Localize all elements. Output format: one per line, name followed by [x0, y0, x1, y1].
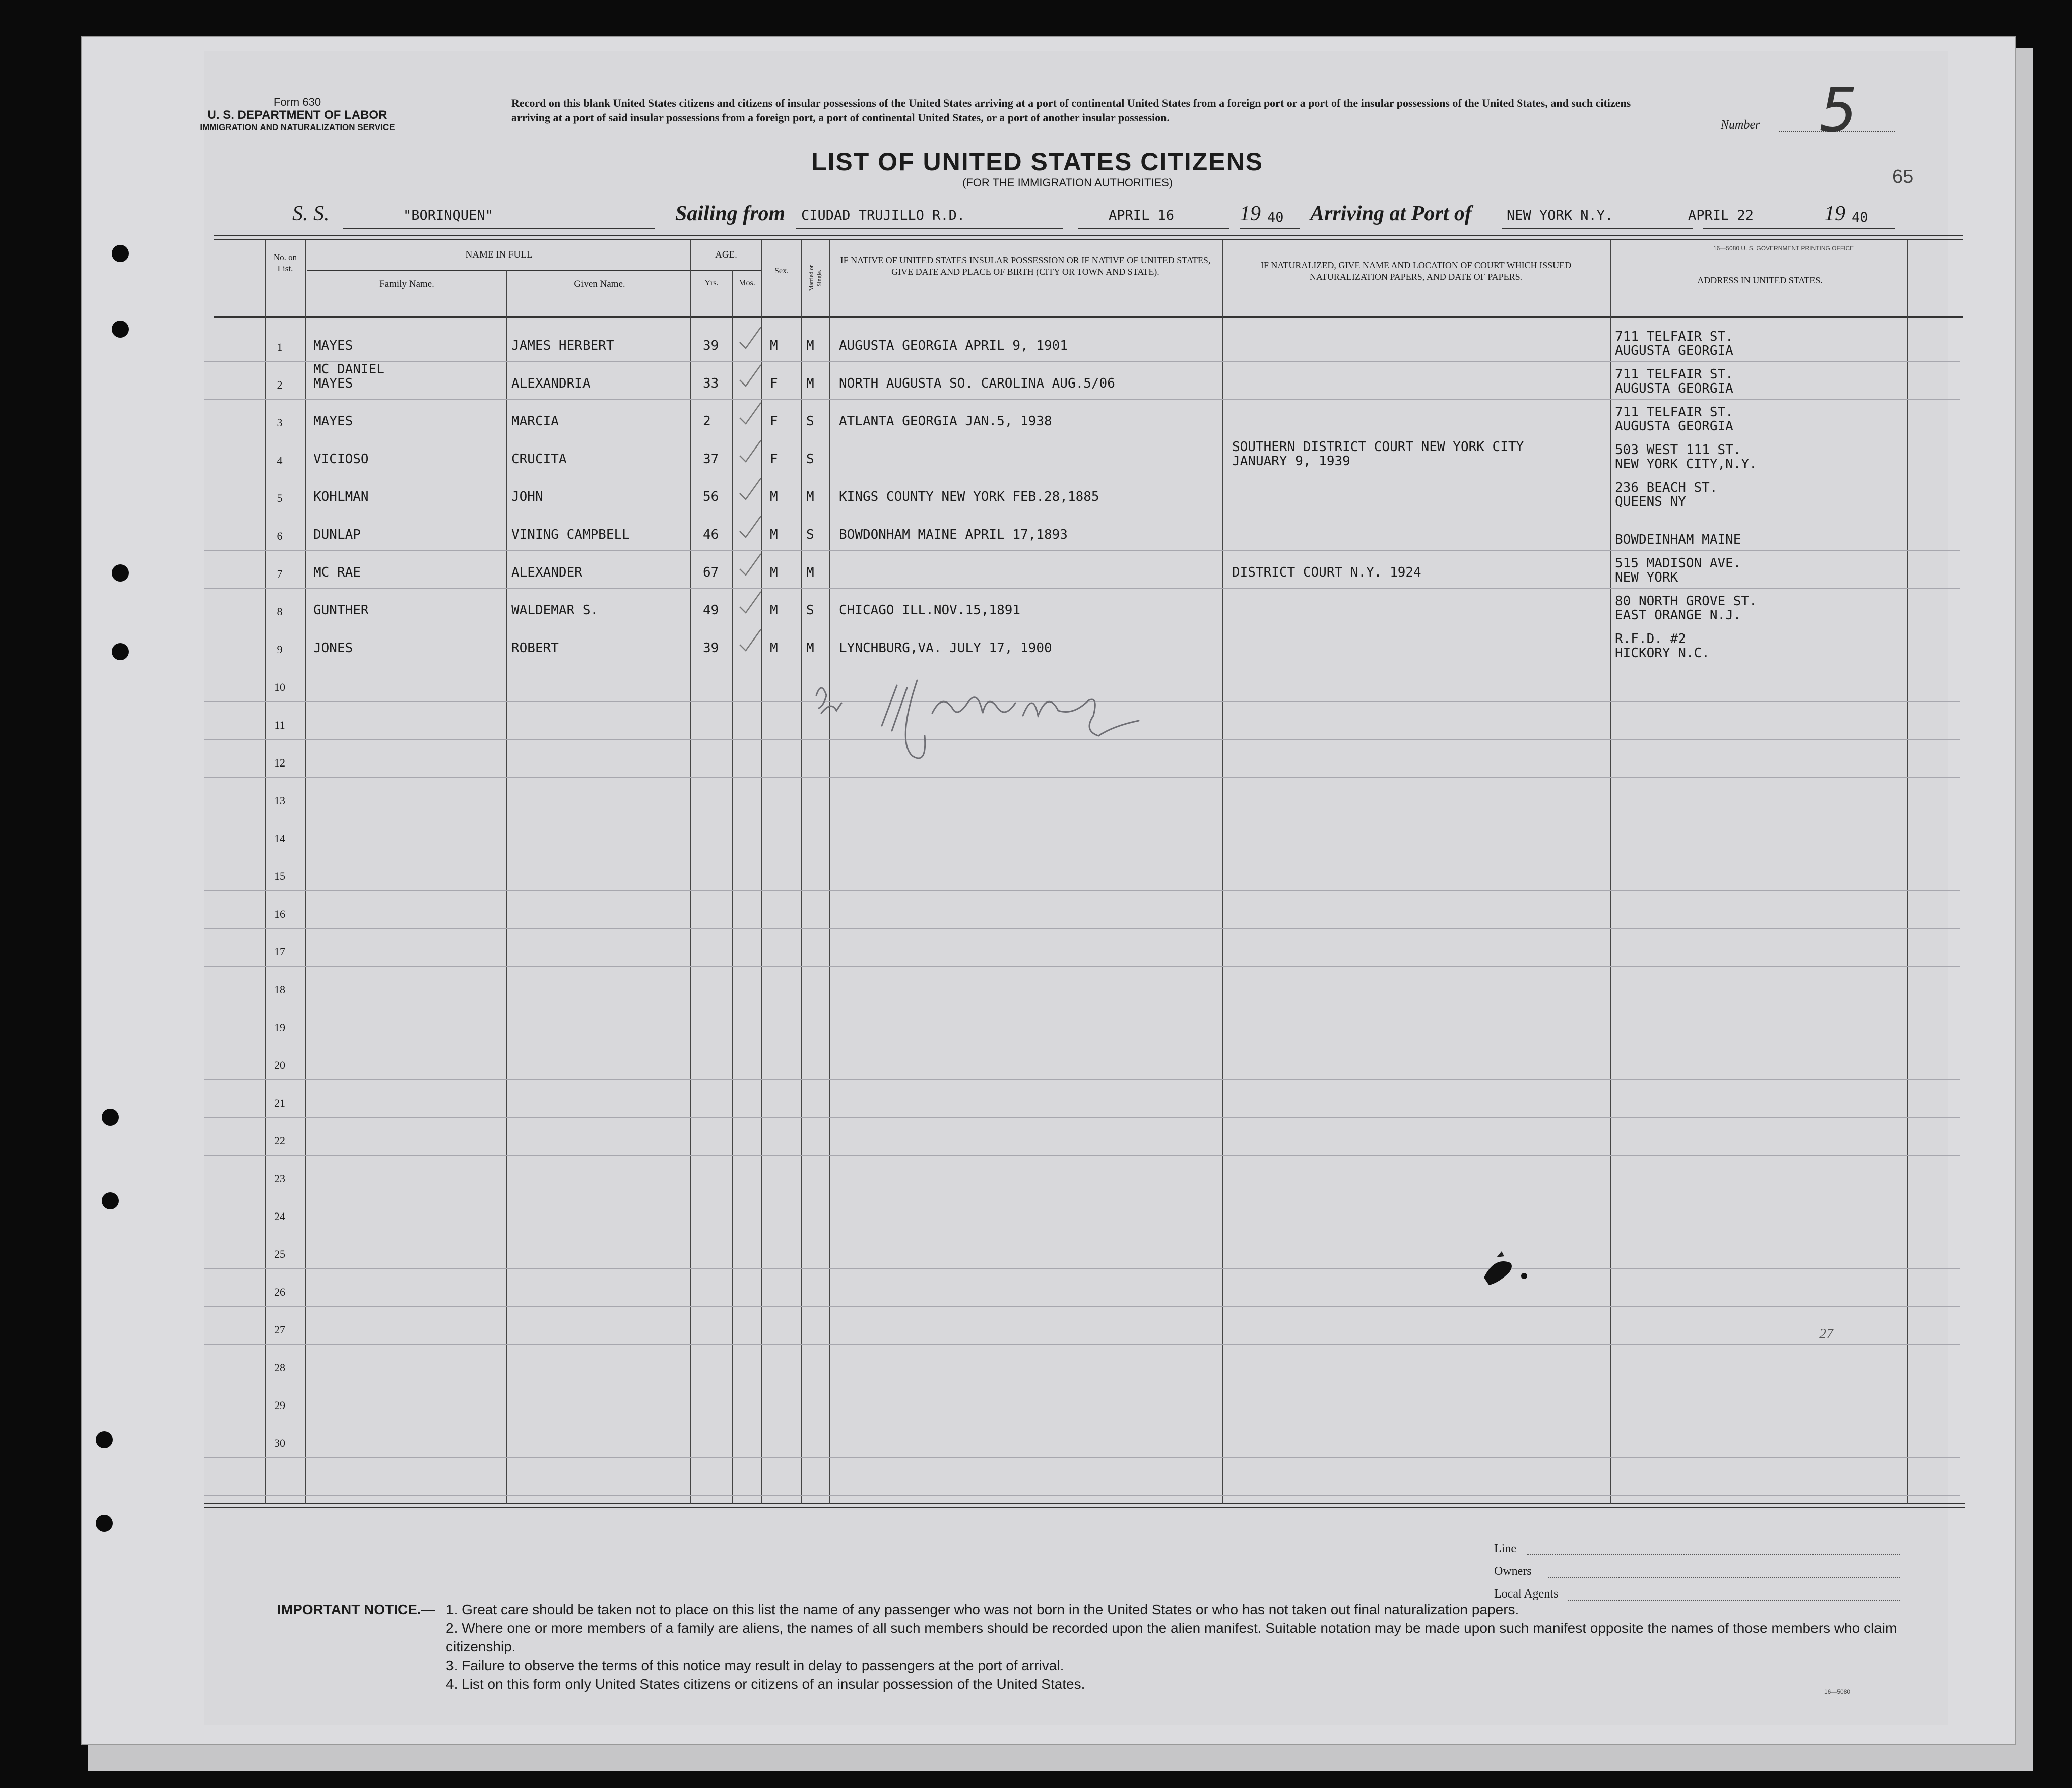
ruled-line	[204, 1079, 1960, 1080]
address-line-2: NEW YORK	[1615, 570, 1678, 585]
header-mos: Mos.	[739, 279, 755, 287]
col-rule	[506, 270, 507, 1504]
row-number: 2	[277, 378, 283, 391]
row-number: 22	[274, 1134, 285, 1147]
row-number: 27	[274, 1323, 285, 1336]
given-name: CRUCITA	[511, 452, 567, 467]
pencil-check-mark	[737, 326, 765, 351]
ruled-line	[204, 1155, 1960, 1156]
row-number: 13	[274, 794, 285, 807]
sex: M	[770, 489, 778, 504]
row-number: 29	[274, 1399, 285, 1412]
handwritten-signature	[806, 665, 1179, 791]
row-number: 30	[274, 1437, 285, 1449]
address-line-1: 711 TELFAIR ST.	[1615, 329, 1733, 344]
ruled-line	[204, 890, 1960, 891]
line-field	[1527, 1554, 1900, 1555]
row-number: 15	[274, 870, 285, 882]
header-address: ADDRESS IN UNITED STATES.	[1697, 275, 1823, 285]
age-years: 2	[703, 414, 711, 429]
header-family-name: Family Name.	[379, 279, 434, 289]
pencil-check-mark	[737, 628, 765, 654]
sex: F	[770, 452, 778, 467]
underline	[1824, 228, 1895, 229]
sex: M	[770, 641, 778, 656]
naturalization: SOUTHERN DISTRICT COURT NEW YORK CITY JANUARY 9, 1939	[1232, 439, 1524, 469]
underline	[1502, 228, 1693, 229]
form-number: Form 630	[273, 96, 321, 108]
table-bottom-rule	[204, 1503, 1965, 1504]
table-bottom-rule	[204, 1507, 1965, 1508]
row-number: 8	[277, 605, 283, 618]
given-name: JOHN	[511, 489, 543, 504]
pencil-check-mark	[737, 364, 765, 389]
ruled-line	[204, 966, 1960, 967]
punch-hole	[96, 1431, 113, 1448]
header-married-single: Married or Single.	[807, 265, 822, 291]
punch-hole	[102, 1109, 119, 1126]
ruled-line	[204, 1457, 1960, 1458]
punch-hole	[112, 643, 129, 660]
row-number: 9	[277, 643, 283, 656]
given-name: MARCIA	[511, 414, 559, 429]
marital-status: S	[806, 603, 814, 618]
col-rule	[801, 240, 802, 1504]
col-rule	[1610, 240, 1611, 1504]
sailing-label: Sailing from	[675, 202, 786, 225]
address-line-1: R.F.D. #2	[1615, 631, 1686, 647]
row-number: 4	[277, 454, 283, 467]
pencil-check-mark	[737, 553, 765, 578]
row-number: 3	[277, 416, 283, 429]
service-name: IMMIGRATION AND NATURALIZATION SERVICE	[200, 122, 395, 132]
row-number: 25	[274, 1248, 285, 1260]
pencil-check-mark	[737, 402, 765, 427]
underline	[343, 228, 655, 229]
row-number: 1	[277, 341, 283, 353]
punch-hole	[102, 1192, 119, 1209]
ruled-line	[204, 588, 1960, 589]
arriving-label: Arriving at Port of	[1310, 202, 1472, 225]
birth-place-date: CHICAGO ILL.NOV.15,1891	[839, 603, 1021, 618]
marital-status: M	[806, 489, 814, 504]
age-years: 56	[703, 489, 719, 504]
col-rule	[1222, 240, 1223, 1504]
ruled-line	[204, 399, 1960, 400]
row-number: 10	[274, 681, 285, 693]
address-line-2: EAST ORANGE N.J.	[1615, 608, 1741, 623]
birth-place-date: ATLANTA GEORGIA JAN.5, 1938	[839, 414, 1052, 429]
header-no: No. on List.	[273, 252, 297, 274]
department-name: U. S. DEPARTMENT OF LABOR	[207, 108, 387, 122]
given-name: WALDEMAR S.	[511, 603, 599, 618]
family-name: MAYES	[313, 414, 353, 429]
naturalization: DISTRICT COURT N.Y. 1924	[1232, 565, 1421, 580]
ruled-line	[204, 1495, 1960, 1496]
given-name: JAMES HERBERT	[511, 338, 614, 353]
row-number: 23	[274, 1172, 285, 1185]
form-identification	[136, 96, 459, 132]
row-number: 20	[274, 1059, 285, 1071]
notice-item-1: 1. Great care should be taken not to place on this list the name of any passenger who was not born in the United States or who has not taken out final naturalization papers.	[446, 1602, 1519, 1617]
punch-hole	[112, 245, 129, 262]
sailing-date: APRIL 16	[1109, 208, 1175, 223]
marital-status: M	[806, 641, 814, 656]
given-name: ALEXANDRIA	[511, 376, 591, 391]
pencil-check-mark	[737, 591, 765, 616]
row-number: 14	[274, 832, 285, 845]
arriving-date: APRIL 22	[1688, 208, 1754, 223]
notice-item-2: 2. Where one or more members of a family are aliens, the names of all such members should be recorded upon the alien manifest. Suitable notation may be made upon such manifest opposite the names of those members who claim citizenship.	[446, 1620, 1897, 1654]
sex: M	[770, 338, 778, 353]
punch-hole	[96, 1515, 113, 1532]
header-sex: Sex.	[774, 267, 789, 275]
birth-place-date: NORTH AUGUSTA SO. CAROLINA AUG.5/06	[839, 376, 1115, 391]
age-years: 37	[703, 452, 719, 467]
row-number: 19	[274, 1021, 285, 1034]
notice-item-4: 4. List on this form only United States citizens or citizens of an insular possession of the United States.	[446, 1676, 1085, 1692]
birth-place-date: AUGUSTA GEORGIA APRIL 9, 1901	[839, 338, 1068, 353]
row-number: 26	[274, 1286, 285, 1298]
age-header-rule	[690, 270, 761, 271]
address-line-2: AUGUSTA GEORGIA	[1615, 343, 1733, 358]
ruled-line	[204, 1268, 1960, 1269]
pencil-check-mark	[737, 477, 765, 502]
list-number: 5	[1819, 76, 1858, 146]
punch-hole	[112, 321, 129, 338]
address-line-2: AUGUSTA GEORGIA	[1615, 419, 1733, 434]
pencil-check-mark	[737, 439, 765, 465]
form-instructions: Record on this blank United States citizens and citizens of insular possessions of the United States arriving at a port of continental United States from a foreign port or a port of the insular possessions of the United States, and such citizens arriving at a port of said insular possessions from a foreign port, a port of continental United States, or a port of another insular possession.	[511, 97, 1631, 124]
row-number: 6	[277, 530, 283, 542]
row-number: 12	[274, 756, 285, 769]
form-code: 16—5080	[1824, 1688, 1851, 1695]
margin-note: 27	[1819, 1326, 1833, 1342]
family-name: GUNTHER	[313, 603, 369, 618]
sailing-year-prefix: 19	[1240, 202, 1261, 225]
age-years: 33	[703, 376, 719, 391]
table-top-rule	[214, 235, 1963, 236]
address-line-2: HICKORY N.C.	[1615, 646, 1710, 661]
row-number: 17	[274, 945, 285, 958]
age-years: 67	[703, 565, 719, 580]
address-line-1: 503 WEST 111 ST.	[1615, 442, 1741, 458]
underline	[1078, 228, 1229, 229]
ruled-line	[204, 928, 1960, 929]
sailing-year: 40	[1267, 210, 1284, 225]
page-subtitle: (FOR THE IMMIGRATION AUTHORITIES)	[962, 176, 1173, 189]
family-name: DUNLAP	[313, 527, 361, 542]
age-years: 39	[703, 641, 719, 656]
underline	[1240, 228, 1300, 229]
notice-heading: IMPORTANT NOTICE.—	[277, 1602, 435, 1617]
sex: M	[770, 565, 778, 580]
col-rule	[761, 240, 762, 1504]
family-name: JONES	[313, 641, 353, 656]
printer-note: 16—5080 U. S. GOVERNMENT PRINTING OFFICE	[1713, 245, 1854, 252]
marital-status: S	[806, 527, 814, 542]
table-top-rule	[214, 239, 1963, 240]
col-rule	[690, 240, 691, 1504]
row-number: 28	[274, 1361, 285, 1374]
sex: F	[770, 376, 778, 391]
col-rule	[305, 240, 306, 1504]
row-number: 11	[274, 719, 285, 731]
address-line-1: 711 TELFAIR ST.	[1615, 367, 1733, 382]
ruled-line	[204, 1117, 1960, 1118]
address-line-2: NEW YORK CITY,N.Y.	[1615, 457, 1757, 472]
row-number: 7	[277, 567, 283, 580]
header-name-in-full: NAME IN FULL	[465, 249, 533, 260]
sailing-from: CIUDAD TRUJILLO R.D.	[801, 208, 965, 223]
birth-place-date: BOWDONHAM MAINE APRIL 17,1893	[839, 527, 1068, 542]
col-rule	[732, 270, 733, 1504]
age-years: 46	[703, 527, 719, 542]
ink-blot	[1481, 1250, 1542, 1290]
marital-status: M	[806, 376, 814, 391]
col-rule	[1907, 240, 1908, 1504]
voyage-line	[292, 202, 1895, 232]
arriving-port: NEW YORK N.Y.	[1507, 208, 1613, 223]
address-line-2: AUGUSTA GEORGIA	[1615, 381, 1733, 396]
birth-place-date: KINGS COUNTY NEW YORK FEB.28,1885	[839, 489, 1099, 504]
address-line-2: BOWDEINHAM MAINE	[1615, 532, 1741, 547]
line-label: Line	[1494, 1542, 1516, 1555]
row-number: 16	[274, 908, 285, 920]
given-name: ROBERT	[511, 641, 559, 656]
number-label: Number	[1721, 118, 1760, 132]
sex: M	[770, 603, 778, 618]
col-rule	[829, 240, 830, 1504]
family-name: VICIOSO	[313, 452, 369, 467]
notice-item-3: 3. Failure to observe the terms of this notice may result in delay to passengers at the port of arrival.	[446, 1657, 1064, 1673]
header-yrs: Yrs.	[704, 279, 719, 287]
address-line-1: 711 TELFAIR ST.	[1615, 405, 1733, 420]
family-name: MAYES	[313, 338, 353, 353]
ruled-line	[204, 1306, 1960, 1307]
address-line-1: 236 BEACH ST.	[1615, 480, 1718, 495]
underline	[796, 228, 1063, 229]
header-age: AGE.	[715, 249, 737, 260]
family-name: MC DANIEL MAYES	[313, 362, 384, 392]
marital-status: M	[806, 565, 814, 580]
age-years: 49	[703, 603, 719, 618]
header-bottom-rule	[214, 316, 1963, 318]
page-title: LIST OF UNITED STATES CITIZENS	[811, 148, 1264, 176]
sex: M	[770, 527, 778, 542]
header-birth: IF NATIVE OF UNITED STATES INSULAR POSSESSION OR IF NATIVE OF UNITED STATES, GIVE DATE AND PLACE OF BIRTH (CITY OR TOWN AND STATE).	[840, 255, 1211, 277]
punch-hole	[112, 564, 129, 582]
stamp-number: 65	[1892, 166, 1914, 187]
local-agents-label: Local Agents	[1494, 1587, 1559, 1601]
header-naturalized: IF NATURALIZED, GIVE NAME AND LOCATION OF COURT WHICH ISSUED NATURALIZATION PAPERS, AND DATE OF PAPERS.	[1260, 260, 1572, 282]
given-name: VINING CAMPBELL	[511, 527, 630, 542]
row-number: 5	[277, 492, 283, 504]
marital-status: M	[806, 338, 814, 353]
family-name: MC RAE	[313, 565, 361, 580]
birth-place-date: LYNCHBURG,VA. JULY 17, 1900	[839, 641, 1052, 656]
age-years: 39	[703, 338, 719, 353]
ship-label: S. S.	[292, 202, 330, 225]
ruled-line	[204, 361, 1960, 362]
marital-status: S	[806, 414, 814, 429]
ruled-line	[204, 1344, 1960, 1345]
name-header-rule	[307, 270, 736, 271]
row-number: 24	[274, 1210, 285, 1223]
owners-field	[1548, 1577, 1900, 1578]
arriving-year: 40	[1852, 210, 1868, 225]
address-line-1: 515 MADISON AVE.	[1615, 556, 1741, 571]
owners-label: Owners	[1494, 1565, 1532, 1578]
address-line-2: QUEENS NY	[1615, 494, 1686, 509]
header-given-name: Given Name.	[574, 279, 625, 289]
address-line-1: 80 NORTH GROVE ST.	[1615, 594, 1757, 609]
ruled-line	[204, 550, 1960, 551]
printed-form-area	[204, 51, 1948, 1725]
sex: F	[770, 414, 778, 429]
row-number: 18	[274, 983, 285, 996]
given-name: ALEXANDER	[511, 565, 582, 580]
family-name: KOHLMAN	[313, 489, 369, 504]
arriving-year-prefix: 19	[1824, 202, 1845, 225]
marital-status: S	[806, 452, 814, 467]
row-number: 21	[274, 1097, 285, 1109]
pencil-check-mark	[737, 515, 765, 540]
ship-name: "BORINQUEN"	[403, 208, 493, 223]
